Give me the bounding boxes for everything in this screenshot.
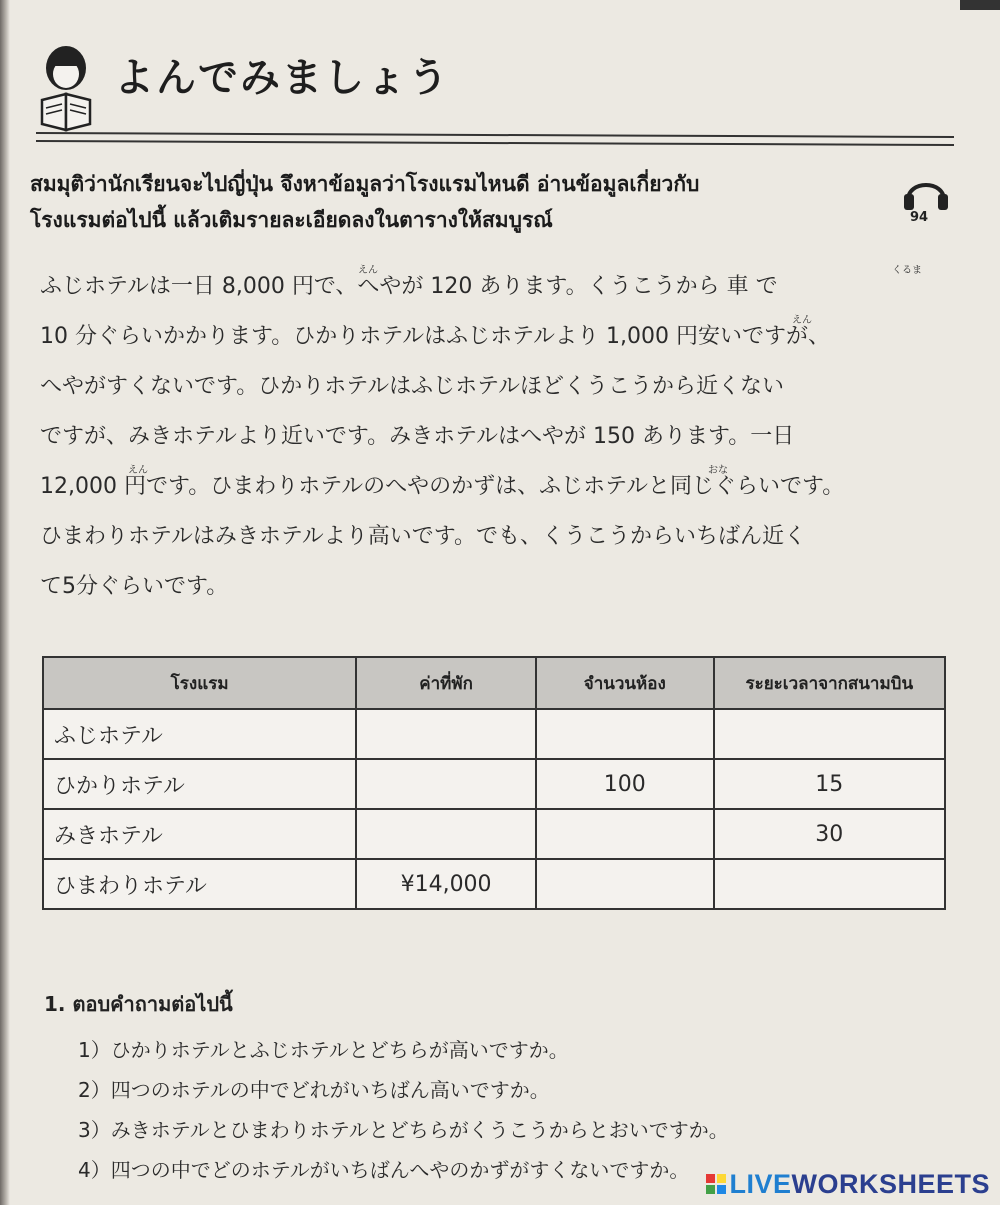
question-item: 2）四つのホテルの中でどれがいちばん高いですか。 xyxy=(78,1078,550,1102)
watermark-text xyxy=(729,1169,990,1200)
headphones-icon[interactable] xyxy=(902,172,950,210)
rooms-cell[interactable] xyxy=(536,809,714,859)
instructions-line-1: สมมุติว่านักเรียนจะไปญี่ปุ่น จึงหาข้อมูลว่าโรงแรมไหนดี อ่านข้อมูลเกี่ยวกับ xyxy=(30,172,700,196)
furigana-kuruma: くるま xyxy=(892,265,922,276)
page-title: よんでみましょう xyxy=(114,55,450,101)
reading-girl-icon xyxy=(36,42,98,132)
header-hotel: โรงแรม xyxy=(43,657,356,709)
hotel-name-cell: ひまわりホテル xyxy=(43,859,356,909)
liveworksheets-watermark xyxy=(701,1166,990,1202)
rooms-cell: 100 xyxy=(536,759,714,809)
table-header-row xyxy=(43,657,945,709)
reading-text: ですが、みきホテルより近いです。みきホテルはへやが 150 あります。一日 xyxy=(40,424,795,449)
hotel-table xyxy=(42,656,946,910)
table-row xyxy=(43,709,945,759)
rooms-cell[interactable] xyxy=(536,859,714,909)
title-rule-secondary xyxy=(36,140,954,146)
header-airport-time: ระยะเวลาจากสนามบิน xyxy=(714,657,945,709)
airport-time-cell[interactable] xyxy=(714,709,945,759)
instructions-line-2: โรงแรมต่อไปนี้ แล้วเติมรายละเอียดลงในตารางให้สมบูรณ์ xyxy=(30,208,553,232)
reading-text: 12,000 円です。ひまわりホテルのへやのかずは、ふじホテルと同じぐらいです。 xyxy=(40,474,845,499)
instructions xyxy=(30,166,880,238)
table-row xyxy=(43,809,945,859)
price-cell[interactable] xyxy=(356,709,536,759)
furigana-onaji: おな xyxy=(708,465,728,476)
table-row xyxy=(43,759,945,809)
airport-time-cell[interactable] xyxy=(714,859,945,909)
rooms-cell[interactable] xyxy=(536,709,714,759)
question-item: 4）四つの中でどのホテルがいちばんへやのかずがすくないですか。 xyxy=(78,1158,690,1182)
hotel-name-cell: ひかりホテル xyxy=(43,759,356,809)
reading-line xyxy=(40,412,950,462)
page-edge-shadow xyxy=(0,0,10,1205)
audio-track-number: 94 xyxy=(910,210,929,225)
airport-time-cell: 30 xyxy=(714,809,945,859)
hotel-name-cell: ふじホテル xyxy=(43,709,356,759)
question-item: 1）ひかりホテルとふじホテルとどちらが高いですか。 xyxy=(78,1038,569,1062)
price-cell[interactable] xyxy=(356,809,536,859)
page-corner xyxy=(960,0,1000,10)
reading-text: て5分ぐらいです。 xyxy=(40,574,229,599)
liveworksheets-logo-icon xyxy=(705,1173,727,1195)
reading-passage xyxy=(40,262,950,612)
reading-line xyxy=(40,312,950,362)
title-rule xyxy=(36,132,954,138)
furigana-en: えん xyxy=(128,465,148,476)
airport-time-cell: 15 xyxy=(714,759,945,809)
reading-line xyxy=(40,262,950,312)
reading-line xyxy=(40,512,950,562)
reading-text: へやがすくないです。ひかりホテルはふじホテルほどくうこうから近くない xyxy=(40,374,785,399)
reading-line xyxy=(40,362,950,412)
watermark-live: LIVE xyxy=(729,1168,792,1199)
price-cell: ¥14,000 xyxy=(356,859,536,909)
reading-text: ふじホテルは一日 8,000 円で、へやが 120 あります。くうこうから 車 で xyxy=(40,274,778,299)
reading-text: 10 分ぐらいかかります。ひかりホテルはふじホテルより 1,000 円安いですが、 xyxy=(40,324,830,349)
furigana-en: えん xyxy=(792,315,812,326)
question-item: 3）みきホテルとひまわりホテルとどちらがくうこうからとおいですか。 xyxy=(78,1118,729,1142)
price-cell[interactable] xyxy=(356,759,536,809)
questions-heading: 1. ตอบคำถามต่อไปนี้ xyxy=(44,992,233,1016)
reading-text: ひまわりホテルはみきホテルより高いです。でも、くうこうからいちばん近く xyxy=(40,524,807,549)
reading-line xyxy=(40,462,950,512)
hotel-name-cell: みきホテル xyxy=(43,809,356,859)
table-row xyxy=(43,859,945,909)
header-rooms: จำนวนห้อง xyxy=(536,657,714,709)
header-price: ค่าที่พัก xyxy=(356,657,536,709)
watermark-worksheets: WORKSHEETS xyxy=(791,1168,990,1199)
reading-line xyxy=(40,562,950,612)
furigana-en: えん xyxy=(358,265,378,276)
